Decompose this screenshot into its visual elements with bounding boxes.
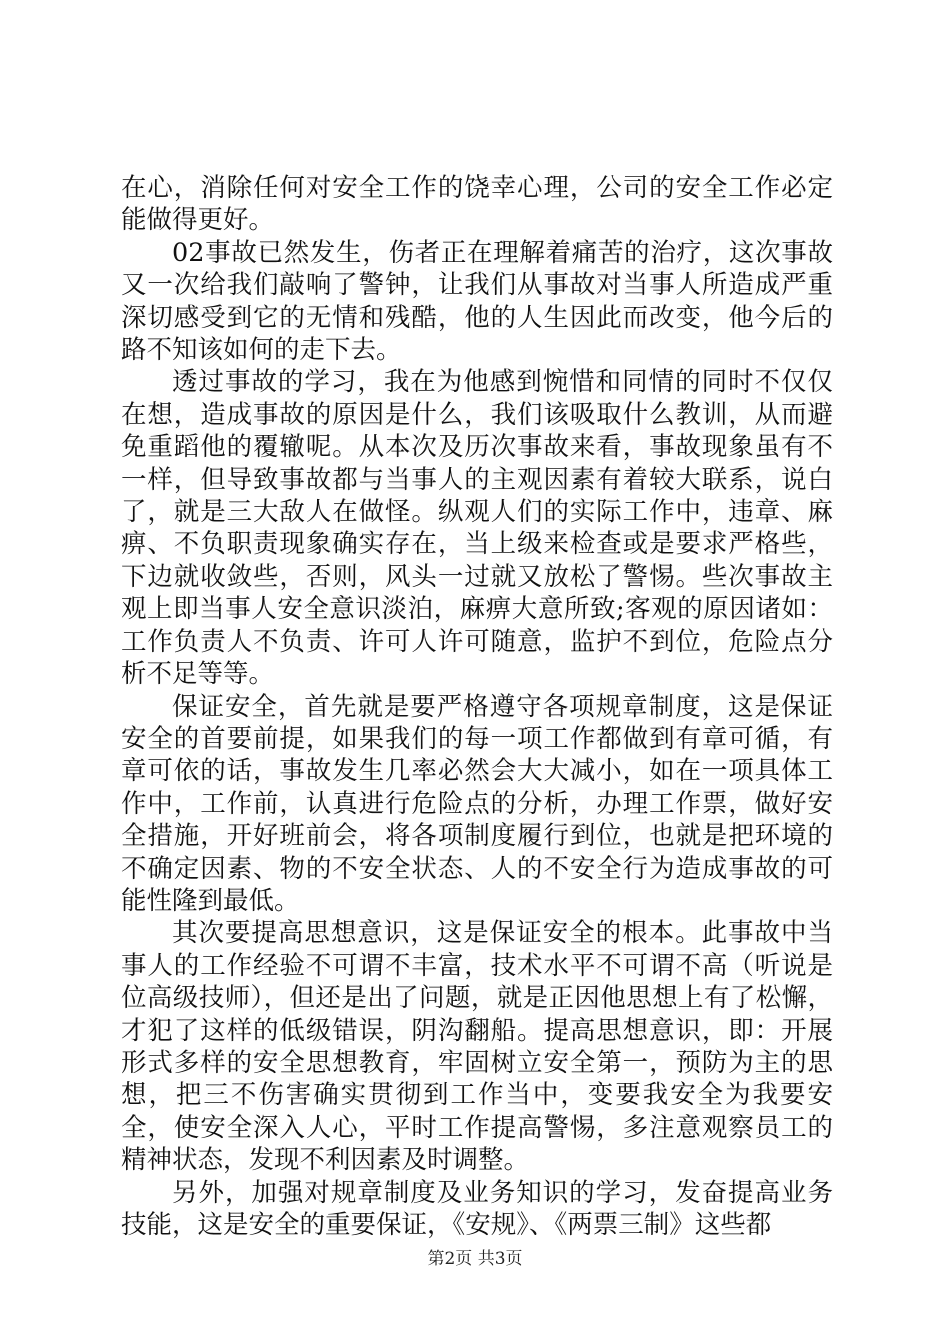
paragraph: 其次要提高思想意识，这是保证安全的根本。此事故中当事人的工作经验不可谓不丰富，技术水平不可谓不高（听说是位高级技师），但还是出了问题，就是正因他思想上有了松懈，才犯了这样的低级错误，阴沟翻船。提高思想意识，即：开展形式多样的安全思想教育，牢固树立安全第一，预防为主的思想，把三不伤害确实贯彻到工作当中，变要我安全为我要安全，使安全深入人心，平时工作提高警惕，多注意观察员工的精神状态，发现不利因素及时调整。 [121,918,833,1176]
document-body [121,172,833,1241]
page-number-footer: 第2页 共3页 [427,1249,523,1269]
paragraph: 透过事故的学习，我在为他感到惋惜和同情的同时不仅仅在想，造成事故的原因是什么，我们该吸取什么教训，从而避免重蹈他的覆辙呢。从本次及历次事故来看，事故现象虽有不一样，但导致事故都与当事人的主观因素有着较大联系，说白了，就是三大敌人在做怪。纵观人们的实际工作中，违章、麻痹、不负职责现象确实存在，当上级来检查或是要求严格些，下边就收敛些，否则，风头一过就又放松了警惕。些次事故主观上即当事人安全意识淡泊，麻痹大意所致;客观的原因诸如：工作负责人不负责、许可人许可随意，监护不到位，危险点分析不足等等。 [121,367,833,690]
paragraph-continuation: 在心，消除任何对安全工作的饶幸心理，公司的安全工作必定能做得更好。 [121,173,833,236]
paragraph: 02事故已然发生，伤者正在理解着痛苦的治疗，这次事故又一次给我们敲响了警钟，让我们从事故对当事人所造成严重深切感受到它的无情和残酷，他的人生因此而改变，他今后的路不知该如何的走下去。 [121,237,833,366]
paragraph: 保证安全，首先就是要严格遵守各项规章制度，这是保证安全的首要前提，如果我们的每一项工作都做到有章可循，有章可依的话，事故发生几率必然会大大减小，如在一项具体工作中，工作前，认真进行危险点的分析，办理工作票，做好安全措施，开好班前会，将各项制度履行到位，也就是把环境的不确定因素、物的不安全状态、人的不安全行为造成事故的可能性隆到最低。 [121,691,833,916]
paragraph: 另外，加强对规章制度及业务知识的学习，发奋提高业务技能，这是安全的重要保证，《安规》、《两票三制》这些都 [121,1177,833,1240]
